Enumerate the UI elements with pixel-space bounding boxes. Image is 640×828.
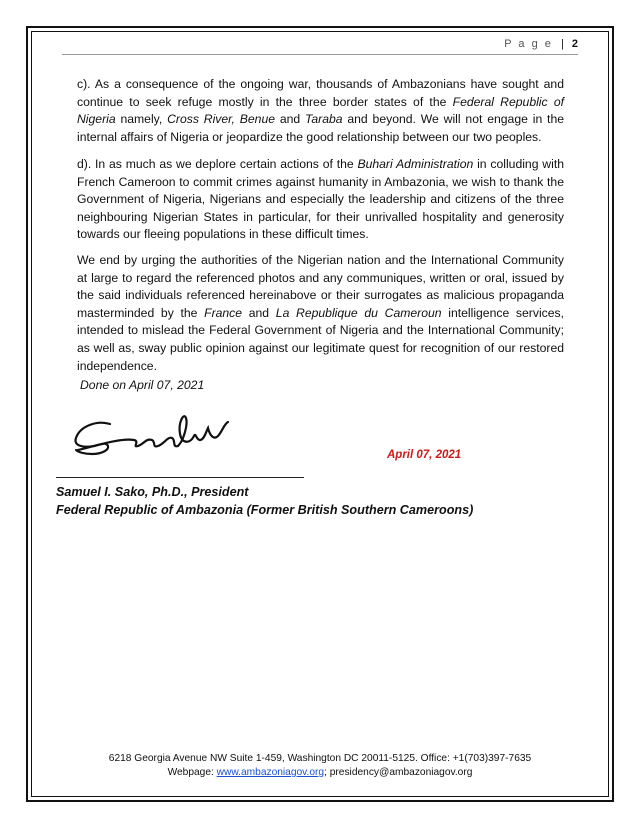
website-link[interactable]: www.ambazoniagov.org [216, 767, 325, 778]
page-label: P a g e [504, 38, 553, 50]
signature-date: April 07, 2021 [387, 449, 462, 461]
italic-run: Cross River, Benue [167, 112, 275, 127]
page-separator: | [560, 38, 564, 50]
italic-run: Buhari Administration [357, 157, 474, 171]
paragraph-d [77, 156, 564, 244]
footer-contact [0, 766, 640, 780]
text-run: and beyond. We will not engage in the internal affairs of Nigeria or jeopardize the good relationship between our two peoples. [77, 112, 565, 144]
italic-run: France [204, 305, 243, 320]
text-run: and [275, 112, 306, 127]
footer-email: ; presidency@ambazoniagov.org [324, 767, 473, 778]
signer-name: Samuel I. Sako, Ph.D., President [56, 485, 249, 499]
footer-webpage-label: Webpage: [167, 767, 217, 778]
text-run: namely, [115, 112, 168, 127]
text-run: intelligence services, intended to mislead the Federal Government of Nigeria and the International Community; as well as, sway public opinion against our legitimate quest for recognition of our restored independence. [77, 305, 565, 373]
signature-line [56, 477, 304, 478]
paragraph-c [77, 76, 564, 146]
italic-run: La Republique du Cameroun [275, 305, 442, 320]
text-run: and [242, 305, 276, 320]
footer-address: 6218 Georgia Avenue NW Suite 1-459, Washington DC 20011-5125. Office: +1(703)397-7635 [108, 753, 532, 764]
page-header [504, 38, 578, 50]
handwritten-signature [72, 410, 232, 467]
header-rule [62, 54, 578, 55]
signer-block [56, 483, 473, 519]
signer-title: Federal Republic of Ambazonia (Former British Southern Cameroons) [56, 503, 474, 517]
italic-run: Taraba [305, 112, 343, 127]
text-run: in colluding with French Cameroon to commit crimes against humanity in Ambazonia, we wish to thank the Government of Nigeria, Nigerians and especially the leadership and citizens of the three neighbouring Nigerian States in particular, for their unrivalled hospitality and generosity towards our fleeing populations in these difficult times. [77, 157, 564, 242]
page-number: 2 [571, 38, 578, 50]
page-footer [0, 752, 640, 780]
text-run: c). As a consequence of the ongoing war, thousands of Ambazonians have sought and continue to seek refuge mostly in the three border states of the [77, 77, 564, 109]
done-on-date: Done on April 07, 2021 [80, 378, 205, 392]
text-run: We end by urging the authorities of the Nigerian nation and the International Community at large to regard the referenced photos and any communiques, written or oral, issued by the said individuals referenced hereinabove or their surrogates as malicious propaganda masterminded by the [77, 253, 564, 320]
paragraph-closing [77, 252, 564, 375]
italic-run: Federal Republic of Nigeria [77, 94, 565, 127]
text-run: d). In as much as we deplore certain actions of the [77, 157, 358, 171]
